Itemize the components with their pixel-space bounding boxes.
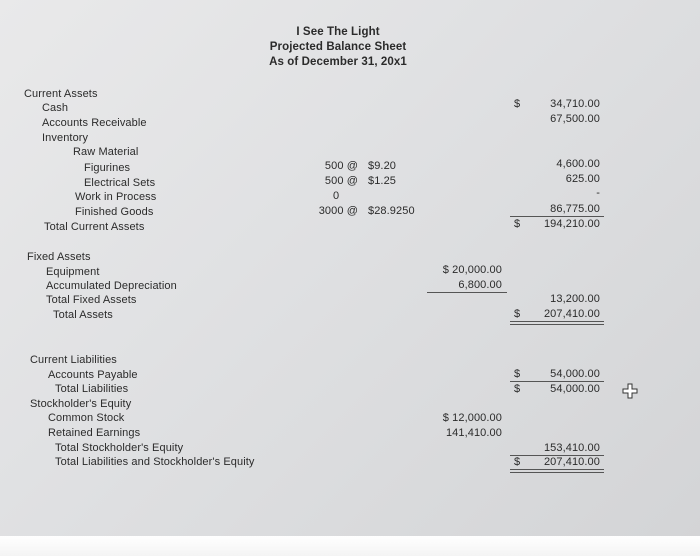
stockholders-equity-heading: Stockholder's Equity [30,398,132,410]
total-stockholders-equity-amount: 153,410.00 [543,442,600,454]
ar-label: Accounts Receivable [42,117,147,129]
finished-goods-amount: 86,775.00 [550,203,600,215]
total-current-assets-dollar: $ [514,218,521,230]
accumulated-depreciation-label: Accumulated Depreciation [46,280,177,292]
common-stock-amount: $ 12,000.00 [442,412,502,424]
total-current-assets-amount: 194,210.00 [543,218,600,230]
total-liabilities-amount: 54,000.00 [550,383,600,395]
total-liabilities-equity-label: Total Liabilities and Stockholder's Equity [55,456,255,468]
accounts-payable-dollar: $ [514,368,521,380]
report-title: Projected Balance Sheet [269,41,407,53]
underline-finished-goods [510,216,604,217]
total-liabilities-dollar: $ [514,383,521,395]
electrical-sets-qty: 500 @ [324,175,358,187]
report-date: As of December 31, 20x1 [269,56,407,68]
electrical-sets-label: Electrical Sets [84,177,156,189]
total-assets-amount: 207,410.00 [543,308,600,320]
figurines-qty: 500 @ [324,160,358,172]
total-liabilities-label: Total Liabilities [55,383,129,395]
company-name: I See The Light [296,26,380,38]
wip-amount: - [596,187,600,199]
raw-material-label: Raw Material [73,146,139,158]
accounts-payable-amount: 54,000.00 [550,368,600,380]
current-liabilities-heading: Current Liabilities [30,354,117,366]
total-liabilities-equity-amount: 207,410.00 [543,456,600,468]
inventory-label: Inventory [42,132,89,144]
electrical-sets-amount: 625.00 [565,173,600,185]
equipment-label: Equipment [46,266,100,278]
wip-label: Work in Process [75,191,157,203]
total-assets-dollar: $ [514,308,521,320]
current-assets-heading: Current Assets [24,88,98,100]
wip-qty: 0 [333,190,340,202]
accumulated-depreciation-amount: 6,800.00 [458,279,502,291]
finished-goods-price: $28.9250 [368,205,415,217]
double-underline-total-liabilities-equity [510,469,604,473]
total-stockholders-equity-label: Total Stockholder's Equity [55,442,184,454]
page-bottom-edge [0,536,700,556]
total-liabilities-equity-dollar: $ [514,456,521,468]
figurines-amount: 4,600.00 [556,158,600,170]
accounts-payable-label: Accounts Payable [48,369,138,381]
underline-accounts-payable [510,381,604,382]
underline-depreciation [427,292,507,293]
retained-earnings-amount: 141,410.00 [445,427,502,439]
common-stock-label: Common Stock [48,412,125,424]
cash-amount: 34,710.00 [550,98,600,110]
total-fixed-assets-amount: 13,200.00 [550,293,600,305]
finished-goods-label: Finished Goods [75,206,154,218]
double-underline-total-assets [510,321,604,325]
total-assets-label: Total Assets [53,309,113,321]
electrical-sets-price: $1.25 [368,175,397,187]
figurines-price: $9.20 [368,160,397,172]
fixed-assets-heading: Fixed Assets [27,251,91,263]
total-fixed-assets-label: Total Fixed Assets [46,294,137,306]
cash-label: Cash [42,102,69,114]
finished-goods-qty: 3000 @ [318,205,358,217]
total-current-assets-label: Total Current Assets [44,221,145,233]
equipment-amount: $ 20,000.00 [442,264,502,276]
figurines-label: Figurines [84,162,131,174]
retained-earnings-label: Retained Earnings [48,427,141,439]
move-cursor-icon [622,383,638,399]
cash-dollar-sign: $ [514,98,521,110]
ar-amount: 67,500.00 [550,113,600,125]
